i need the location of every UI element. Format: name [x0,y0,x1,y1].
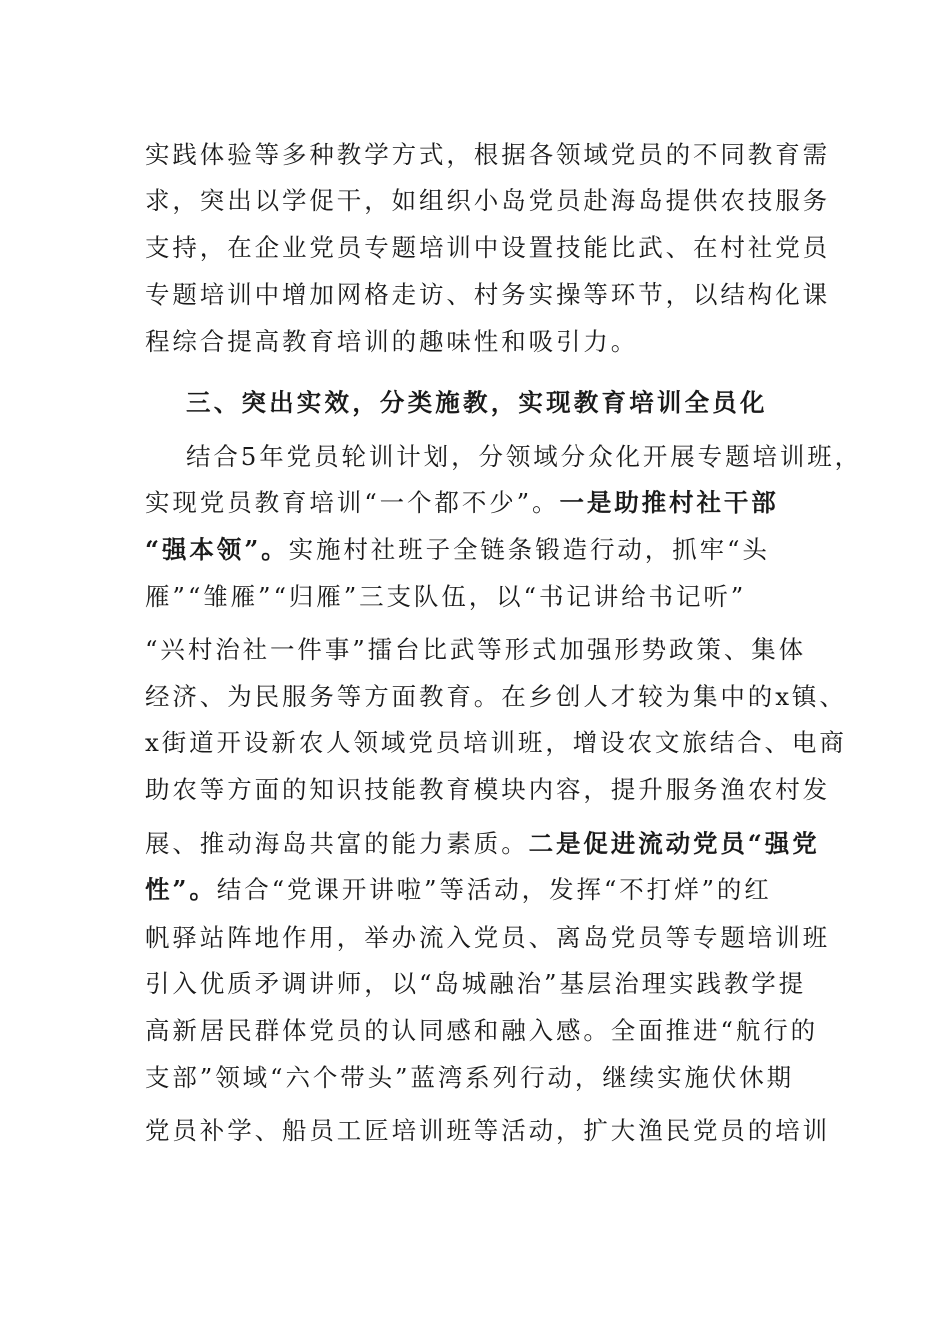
bold-text: “强本领”。 [145,535,289,564]
paragraph-line: 帆驿站阵地作用，举办流入党员、离岛党员等专题培训班 [145,923,830,952]
normal-text: 结合“党课开讲啦”等活动，发挥“不打烊”的红 [216,875,772,904]
paragraph-line: 助农等方面的知识技能教育模块内容，提升服务渔农村发 [145,775,830,804]
paragraph-line: 专题培训中增加网格走访、村务实操等环节，以结构化课 [145,280,830,309]
normal-text: 实施村社班子全链条锻造行动，抓牢“头 [288,535,770,564]
paragraph-line: 高新居民群体党员的认同感和融入感。全面推进“航行的 [145,1016,819,1045]
bold-text: 一是助推村社干部 [559,488,779,517]
normal-text: 展、推动海岛共富的能力素质。 [145,829,529,858]
paragraph-line [145,870,815,910]
paragraph-line [145,530,815,570]
bold-text: 二是促进流动党员“强党 [528,829,820,858]
paragraph-line: 党员补学、船员工匠培训班等活动，扩大渔民党员的培训 [145,1116,830,1145]
paragraph-line: 经济、为民服务等方面教育。在乡创人才较为集中的x镇、 [145,682,847,711]
paragraph-line: “兴村治社一件事”擂台比武等形式加强形势政策、集体 [145,635,807,664]
paragraph-line: 引入优质矛调讲师，以“岛城融治”基层治理实践教学提 [145,969,807,998]
paragraph-line [145,824,820,864]
paragraph-line: 雁”“雏雁”“归雁”三支队伍，以“书记讲给书记听” [145,582,747,611]
bold-text: 性”。 [145,875,217,904]
paragraph-line: 结合5年党员轮训计划，分领域分众化开展专题培训班， [186,442,863,471]
section-heading: 三、突出实效，分类施教，实现教育培训全员化 [186,388,768,417]
paragraph-line: 支部”领域“六个带头”蓝湾系列行动，继续实施伏休期 [145,1063,795,1092]
paragraph-line: x街道开设新农人领域党员培训班，增设农文旅结合、电商 [145,728,847,757]
paragraph-line [145,483,815,523]
paragraph-line: 求，突出以学促干，如组织小岛党员赴海岛提供农技服务 [145,186,830,215]
paragraph-line: 程综合提高教育培训的趣味性和吸引力。 [145,327,639,356]
paragraph-line: 实践体验等多种教学方式，根据各领域党员的不同教育需 [145,140,830,169]
normal-text: 实现党员教育培训“一个都不少”。 [145,488,560,517]
paragraph-line: 支持，在企业党员专题培训中设置技能比武、在村社党员 [145,233,830,262]
